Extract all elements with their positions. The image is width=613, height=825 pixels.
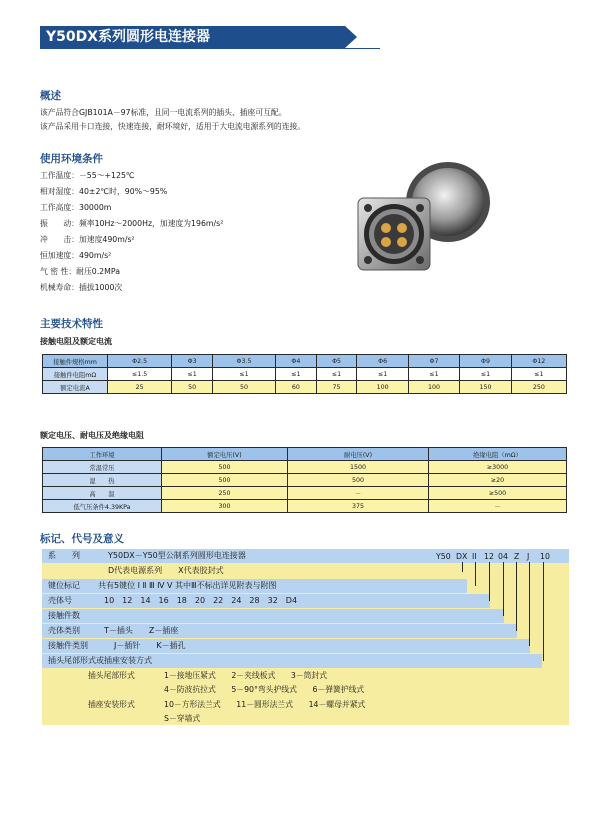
table-cell: ≥500 <box>429 487 567 500</box>
table-cell: ≤1 <box>212 368 275 381</box>
table-cell: 接触件电阻mΩ <box>43 368 108 381</box>
marking-text: 共有5键位 Ⅰ Ⅱ Ⅲ Ⅳ Ⅴ 其中Ⅲ不标出详见附表与附图 <box>98 581 277 590</box>
mount-form-line-2: S－穿墙式 <box>164 714 201 723</box>
table2-title: 额定电压、耐电压及绝缘电阻 <box>40 431 144 440</box>
contact-resistance-table <box>42 354 567 394</box>
table-cell: Φ3.5 <box>212 355 275 368</box>
marking-label: 壳体类别 <box>48 626 80 635</box>
table-cell: 75 <box>316 381 357 394</box>
table-cell: Φ6 <box>357 355 408 368</box>
table-cell: ≤1 <box>172 368 213 381</box>
code-dx: DX <box>456 552 468 561</box>
env-line-8: 机械寿命：插拔1000次 <box>40 283 123 292</box>
marking-text: 10 12 14 16 18 20 22 24 28 32 D4 <box>104 596 298 605</box>
table-cell: ≤1 <box>511 368 566 381</box>
marking-label: 系 列 <box>48 551 80 560</box>
table-cell: 湿 热 <box>43 474 162 487</box>
marking-heading: 标记、代号及意义 <box>40 533 124 545</box>
table-cell: Φ4 <box>276 355 317 368</box>
table-header-cell: 工作环境 <box>43 448 162 461</box>
marking-row-shell-type <box>42 624 517 638</box>
marking-row-shell <box>42 594 490 608</box>
page-title: Y50DX系列圆形电连接器 <box>46 29 211 45</box>
table-cell: 500 <box>162 474 288 487</box>
table-cell: 接触件规格mm <box>43 355 108 368</box>
table-cell: Φ7 <box>408 355 459 368</box>
table-cell: ≥20 <box>429 474 567 487</box>
table-row <box>43 448 567 461</box>
overview-heading: 概述 <box>40 90 61 102</box>
table-row <box>43 368 567 381</box>
env-line-3: 工作高度：30000m <box>40 203 112 212</box>
code-line <box>543 562 544 661</box>
table-header-cell: 绝缘电阻（mΩ） <box>429 448 567 461</box>
marking-text: T－插头 Z－插座 <box>104 626 179 635</box>
table-cell: ≥3000 <box>429 461 567 474</box>
env-line-1: 工作温度：－55～+125℃ <box>40 171 135 180</box>
table-cell: ≤1 <box>276 368 317 381</box>
marking-label: 接触件数 <box>48 611 80 620</box>
table-row <box>43 461 567 474</box>
code-key: II <box>472 552 477 561</box>
table-cell: ≤1.5 <box>108 368 172 381</box>
table-cell: Φ3 <box>172 355 213 368</box>
table-cell: 375 <box>288 500 429 513</box>
marking-row-key <box>42 579 467 593</box>
code-line <box>489 562 490 601</box>
table-cell: 100 <box>408 381 459 394</box>
table-cell: ≤1 <box>460 368 511 381</box>
table-cell: 500 <box>288 474 429 487</box>
table-cell: 25 <box>108 381 172 394</box>
code-contacts: 04 <box>498 552 508 561</box>
code-line <box>529 562 530 646</box>
table-row <box>43 355 567 368</box>
overview-line-1: 该产品符合GJB101A－97标准，且同一电流系列的插头、插座可互配。 <box>40 108 287 117</box>
table-cell: ≤1 <box>357 368 408 381</box>
overview-line-2: 该产品采用卡口连接，快速连接，耐环境好，适用于大电流电源系列的连接。 <box>40 122 306 131</box>
environment-heading: 使用环境条件 <box>40 153 103 165</box>
marking-text: D代表电源系列 X代表胶封式 <box>108 566 224 575</box>
table-header-cell: 额定电压(V) <box>162 448 288 461</box>
table-row <box>43 474 567 487</box>
mount-form-line-1: 10－方形法兰式 11－圆形法兰式 14－螺母并紧式 <box>164 700 366 709</box>
table-cell: 150 <box>460 381 511 394</box>
marking-text: Y50DX－Y50型公制系列圆形电连接器 <box>108 551 246 560</box>
marking-row-contacts <box>42 609 504 623</box>
table-cell: － <box>288 487 429 500</box>
code-y50: Y50 <box>436 552 451 561</box>
code-shell-type: Z <box>514 552 520 561</box>
table-cell: 1500 <box>288 461 429 474</box>
tail-form-label: 插头尾部形式 <box>88 671 135 680</box>
table-cell: 500 <box>162 461 288 474</box>
env-line-6: 恒加速度：490m/s² <box>40 251 112 260</box>
tech-heading: 主要技术特性 <box>40 318 103 330</box>
table-cell: 高 温 <box>43 487 162 500</box>
table-row <box>43 487 567 500</box>
tail-form-line-1: 1－接地压紧式 2－夹线板式 3－筒封式 <box>164 671 328 680</box>
table-cell: ≤1 <box>408 368 459 381</box>
code-tail: 10 <box>540 552 550 561</box>
table-cell: 250 <box>511 381 566 394</box>
connector-image <box>340 150 510 305</box>
table-cell: Φ9 <box>460 355 511 368</box>
env-line-2: 相对湿度：40±2℃时，90%～95% <box>40 187 168 196</box>
mount-form-label: 插座安装形式 <box>88 700 135 709</box>
code-contact-type: J <box>527 552 530 561</box>
marking-label: 键位标记 <box>48 581 80 590</box>
table-cell: 50 <box>172 381 213 394</box>
table-cell: 50 <box>212 381 275 394</box>
table-cell: 低气压条件4.39KPa <box>43 500 162 513</box>
env-line-4: 振 动：频率10Hz～2000Hz，加速度为196m/s² <box>40 219 224 228</box>
table-row <box>43 500 567 513</box>
env-line-5: 冲 击：加速度490m/s² <box>40 235 135 244</box>
table-cell: 额定电流A <box>43 381 108 394</box>
table-header-cell: 耐电压(V) <box>288 448 429 461</box>
table-cell: 100 <box>357 381 408 394</box>
tail-form-line-2: 4－防波抗拉式 5－90°弯头护线式 6－弹簧护线式 <box>164 685 365 694</box>
marking-row-contact-type <box>42 639 530 653</box>
table-cell: Φ12 <box>511 355 566 368</box>
marking-row-tail <box>42 654 542 668</box>
table1-title: 接触电阻及额定电流 <box>40 337 112 346</box>
title-banner-arrow <box>345 26 357 48</box>
table-cell: 60 <box>276 381 317 394</box>
code-line <box>475 562 476 586</box>
code-line <box>516 562 517 631</box>
table-row <box>43 381 567 394</box>
table-cell: Φ5 <box>316 355 357 368</box>
table-cell: 常温常压 <box>43 461 162 474</box>
voltage-table <box>42 447 567 513</box>
table-cell: － <box>429 500 567 513</box>
code-shell: 12 <box>484 552 494 561</box>
table-cell: ≤1 <box>316 368 357 381</box>
marking-label: 接触件类别 <box>48 641 88 650</box>
marking-label: 壳体号 <box>48 596 72 605</box>
code-line <box>462 562 463 572</box>
code-line <box>503 562 504 616</box>
marking-text: J－插针 K－插孔 <box>114 641 186 650</box>
table-cell: 250 <box>162 487 288 500</box>
marking-label: 插头尾部形式或插座安装方式 <box>48 656 152 665</box>
table-cell: Φ2.5 <box>108 355 172 368</box>
table-cell: 300 <box>162 500 288 513</box>
env-line-7: 气 密 性：耐压0.2MPa <box>40 267 120 276</box>
marking-row-series-2 <box>42 564 482 578</box>
title-underline <box>40 48 380 49</box>
